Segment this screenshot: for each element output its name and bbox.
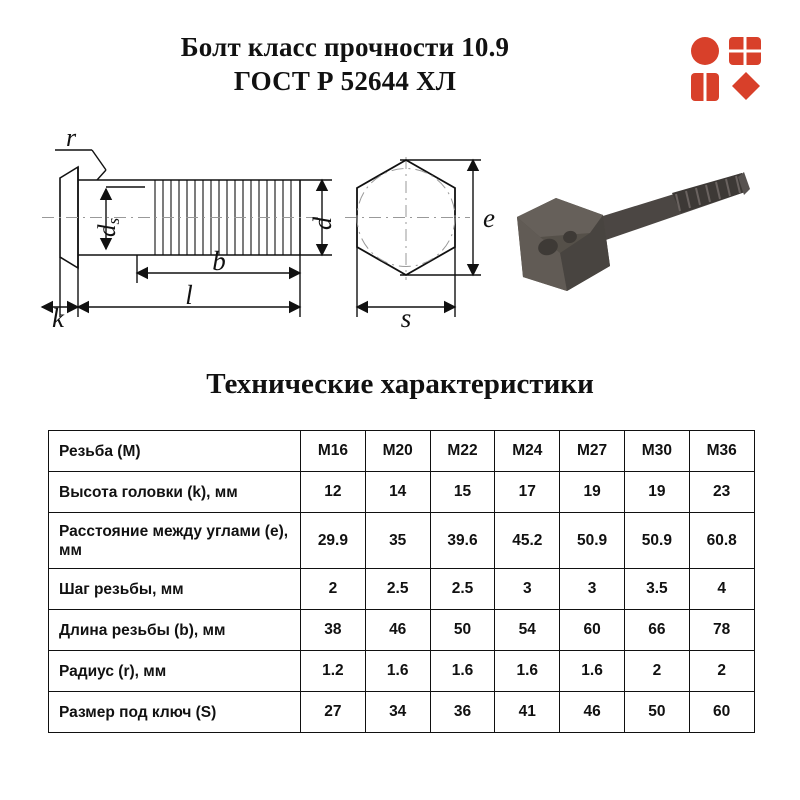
- table-row: [49, 610, 755, 651]
- cell: 1.6: [365, 651, 430, 692]
- cell: 39.6: [430, 513, 495, 569]
- label-ds: ds: [94, 217, 123, 237]
- table-row: [49, 692, 755, 733]
- cell: 23: [689, 472, 754, 513]
- cell: 54: [495, 610, 560, 651]
- cell: 66: [624, 610, 689, 651]
- row-label: Расстояние между углами (e), мм: [49, 513, 301, 569]
- cell: 29.9: [301, 513, 366, 569]
- company-logo-icon: [688, 36, 762, 102]
- cell: 1.6: [560, 651, 625, 692]
- cell: 17: [495, 472, 560, 513]
- cell: 60: [689, 692, 754, 733]
- cell: 3.5: [624, 569, 689, 610]
- cell: 50.9: [624, 513, 689, 569]
- row-label: Длина резьбы (b), мм: [49, 610, 301, 651]
- cell: 2.5: [365, 569, 430, 610]
- cell: 46: [365, 610, 430, 651]
- cell: 36: [430, 692, 495, 733]
- cell: 14: [365, 472, 430, 513]
- row-label: Шаг резьбы, мм: [49, 569, 301, 610]
- cell: 46: [560, 692, 625, 733]
- cell: 35: [365, 513, 430, 569]
- cell: 3: [495, 569, 560, 610]
- label-e: e: [483, 203, 495, 233]
- cell: 45.2: [495, 513, 560, 569]
- cell: 50.9: [560, 513, 625, 569]
- column-header-m27: M27: [560, 431, 625, 472]
- row-label: Высота головки (k), мм: [49, 472, 301, 513]
- table-row: [49, 513, 755, 569]
- cell: 2: [624, 651, 689, 692]
- page-title: [0, 30, 690, 98]
- table-row: [49, 651, 755, 692]
- cell: 19: [560, 472, 625, 513]
- label-l: l: [185, 280, 193, 310]
- specifications-table: [48, 430, 754, 733]
- table-row: [49, 472, 755, 513]
- bolt-technical-drawing: [0, 125, 800, 350]
- column-header-m24: M24: [495, 431, 560, 472]
- cell: 38: [301, 610, 366, 651]
- title-line-1: Болт класс прочности 10.9: [180, 32, 510, 62]
- column-header-thread: Резьба (M): [49, 431, 301, 472]
- section-heading: Технические характеристики: [206, 368, 594, 400]
- column-header-m16: M16: [301, 431, 366, 472]
- cell: 60.8: [689, 513, 754, 569]
- table-header-row: [49, 431, 755, 472]
- cell: 2: [689, 651, 754, 692]
- cell: 41: [495, 692, 560, 733]
- label-k: k: [52, 303, 64, 333]
- cell: 2: [301, 569, 366, 610]
- bolt-photo: [517, 172, 750, 291]
- cell: 1.6: [495, 651, 560, 692]
- table-row: [49, 569, 755, 610]
- column-header-m30: M30: [624, 431, 689, 472]
- label-r: r: [66, 125, 77, 152]
- row-label: Радиус (r), мм: [49, 651, 301, 692]
- title-line-2: ГОСТ Р 52644 ХЛ: [233, 66, 457, 96]
- label-b: b: [212, 246, 226, 276]
- column-header-m22: M22: [430, 431, 495, 472]
- column-header-m36: M36: [689, 431, 754, 472]
- cell: 3: [560, 569, 625, 610]
- cell: 2.5: [430, 569, 495, 610]
- cell: 15: [430, 472, 495, 513]
- cell: 50: [624, 692, 689, 733]
- cell: 12: [301, 472, 366, 513]
- label-s: s: [400, 303, 412, 333]
- row-label: Размер под ключ (S): [49, 692, 301, 733]
- label-d: d: [308, 217, 337, 230]
- cell: 50: [430, 610, 495, 651]
- cell: 78: [689, 610, 754, 651]
- cell: 60: [560, 610, 625, 651]
- cell: 27: [301, 692, 366, 733]
- cell: 34: [365, 692, 430, 733]
- cell: 1.6: [430, 651, 495, 692]
- cell: 1.2: [301, 651, 366, 692]
- column-header-m20: M20: [365, 431, 430, 472]
- cell: 19: [624, 472, 689, 513]
- cell: 4: [689, 569, 754, 610]
